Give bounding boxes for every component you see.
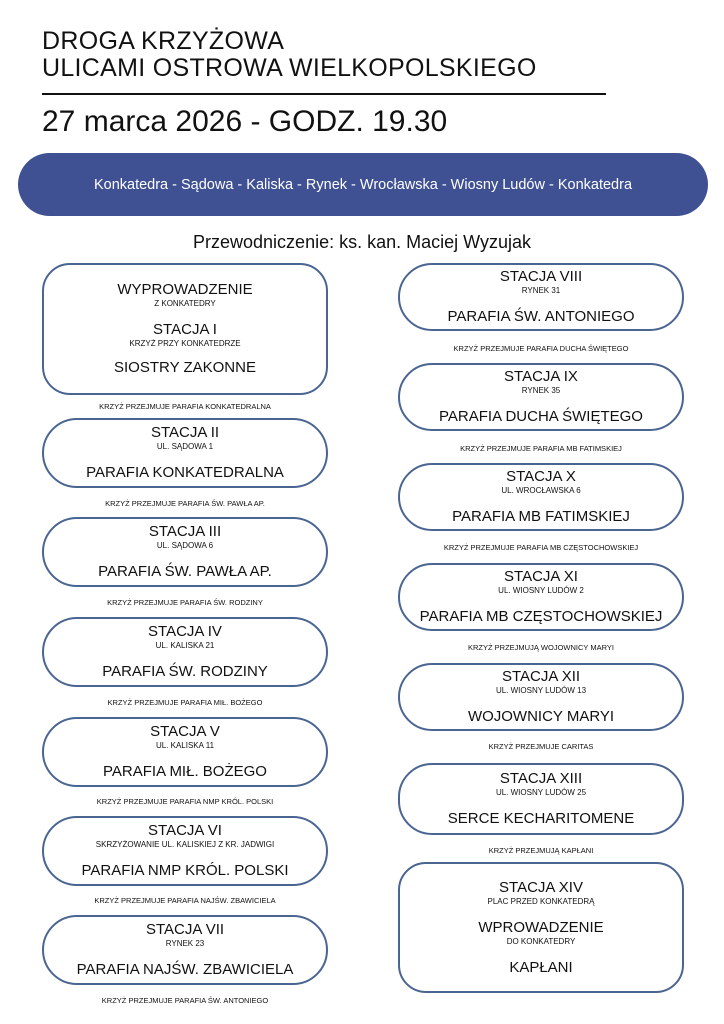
handover-note: KRZYŻ PRZEJMUJE PARAFIA MIŁ. BOŻEGO [107,698,263,707]
station-card [398,563,684,631]
station-number: STACJA X [506,468,576,485]
station-address: UL. WIOSNY LUDÓW 13 [495,686,587,695]
right-column [398,0,684,1024]
station-address: UL. KALISKA 21 [155,641,215,650]
station-address: RYNEK 31 [521,286,561,295]
station-group: PARAFIA MB CZĘSTOCHOWSKIEJ [419,608,663,625]
station-address: UL. KALISKA 11 [155,741,215,750]
station-card [398,763,684,835]
station-address: RYNEK 23 [165,939,205,948]
event-date: 27 marca 2026 - GODZ. 19.30 [42,105,448,138]
intro-heading-sub: Z KONKATEDRY [154,299,216,308]
station-card [398,463,684,531]
station-group: PARAFIA MIŁ. BOŻEGO [103,763,267,780]
station-address: KRZYŻ PRZY KONKATEDRZE [129,339,241,348]
station-number: STACJA VIII [499,268,583,285]
station-number: STACJA I [153,321,217,338]
station-number: STACJA XII [501,668,581,685]
station-group: PARAFIA ŚW. RODZINY [102,663,268,680]
station-card-intro [42,263,328,395]
route-text: Konkatedra - Sądowa - Kaliska - Rynek - Wrocławska - Wiosny Ludów - Konkatedra [93,176,633,193]
station-number: STACJA XIV [499,878,583,896]
station-card [398,263,684,331]
station-address: UL. SĄDOWA 1 [156,442,214,451]
station-card [42,816,328,886]
handover-note: KRZYŻ PRZEJMUJE PARAFIA MB CZĘSTOCHOWSKIEJ [443,543,639,552]
station-number: STACJA XIII [499,770,583,787]
handover-note: KRZYŻ PRZEJMUJE CARITAS [488,742,594,751]
station-group: KAPŁANI [509,958,573,976]
station-group: PARAFIA ŚW. PAWŁA AP. [98,563,272,580]
station-card [398,363,684,431]
title-line-2: ULICAMI OSTROWA WIELKOPOLSKIEGO [42,54,537,82]
handover-note: KRZYŻ PRZEJMUJE PARAFIA MB FATIMSKIEJ [460,444,622,453]
station-address: SKRZYŻOWANIE UL. KALISKIEJ Z KR. JADWIGI [95,840,275,849]
station-card [42,717,328,787]
station-number: STACJA VII [145,921,225,938]
station-group: PARAFIA MB FATIMSKIEJ [452,508,630,525]
station-card [42,517,328,587]
station-group: PARAFIA NMP KRÓL. POLSKI [81,862,289,879]
handover-note: KRZYŻ PRZEJMUJE PARAFIA DUCHA ŚWIĘTEGO [453,344,629,353]
station-address: PLAC PRZED KONKATEDRĄ [487,896,595,906]
station-card [398,663,684,731]
title-line-1: DROGA KRZYŻOWA [42,27,285,55]
station-card [42,418,328,488]
station-address: RYNEK 35 [521,386,561,395]
station-group: WOJOWNICY MARYI [467,708,615,725]
handover-note: KRZYŻ PRZEJMUJE PARAFIA ŚW. PAWŁA AP. [105,499,265,508]
station-address: UL. WROCŁAWSKA 6 [501,486,581,495]
handover-note: KRZYŻ PRZEJMUJĄ KAPŁANI [488,846,594,855]
left-column [42,0,328,1024]
station-address: UL. WIOSNY LUDÓW 2 [498,586,584,595]
station-group: PARAFIA KONKATEDRALNA [86,464,284,481]
handover-note: KRZYŻ PRZEJMUJE PARAFIA ŚW. RODZINY [107,598,263,607]
final-heading: WPROWADZENIE [478,918,604,936]
final-heading-sub: DO KONKATEDRY [506,936,576,946]
handover-note: KRZYŻ PRZEJMUJE PARAFIA NMP KRÓL. POLSKI [96,797,274,806]
station-number: STACJA III [148,523,222,540]
station-group: SIOSTRY ZAKONNE [114,359,256,376]
station-group: PARAFIA DUCHA ŚWIĘTEGO [439,408,643,425]
station-card-final [398,862,684,993]
leader-text: Przewodniczenie: ks. kan. Maciej Wyzujak [193,232,531,252]
handover-note: KRZYŻ PRZEJMUJE PARAFIA KONKATEDRALNA [99,402,271,411]
handover-note: KRZYŻ PRZEJMUJE PARAFIA NAJŚW. ZBAWICIELA [94,896,276,905]
station-group: SERCE KECHARITOMENE [447,810,635,827]
handover-note: KRZYŻ PRZEJMUJE PARAFIA ŚW. ANTONIEGO [101,996,269,1005]
station-address: UL. SĄDOWA 6 [156,541,214,550]
station-number: STACJA VI [148,822,222,839]
station-number: STACJA II [150,424,220,441]
station-card [42,617,328,687]
station-number: STACJA IX [504,368,578,385]
station-number: STACJA V [150,723,220,740]
station-group: PARAFIA NAJŚW. ZBAWICIELA [76,961,294,978]
station-address: UL. WIOSNY LUDÓW 25 [495,788,587,797]
station-number: STACJA IV [148,623,222,640]
handover-note: KRZYŻ PRZEJMUJĄ WOJOWNICY MARYI [468,643,614,652]
station-card [42,915,328,985]
station-number: STACJA XI [504,568,578,585]
station-group: PARAFIA ŚW. ANTONIEGO [447,308,635,325]
intro-heading: WYPROWADZENIE [117,281,253,298]
